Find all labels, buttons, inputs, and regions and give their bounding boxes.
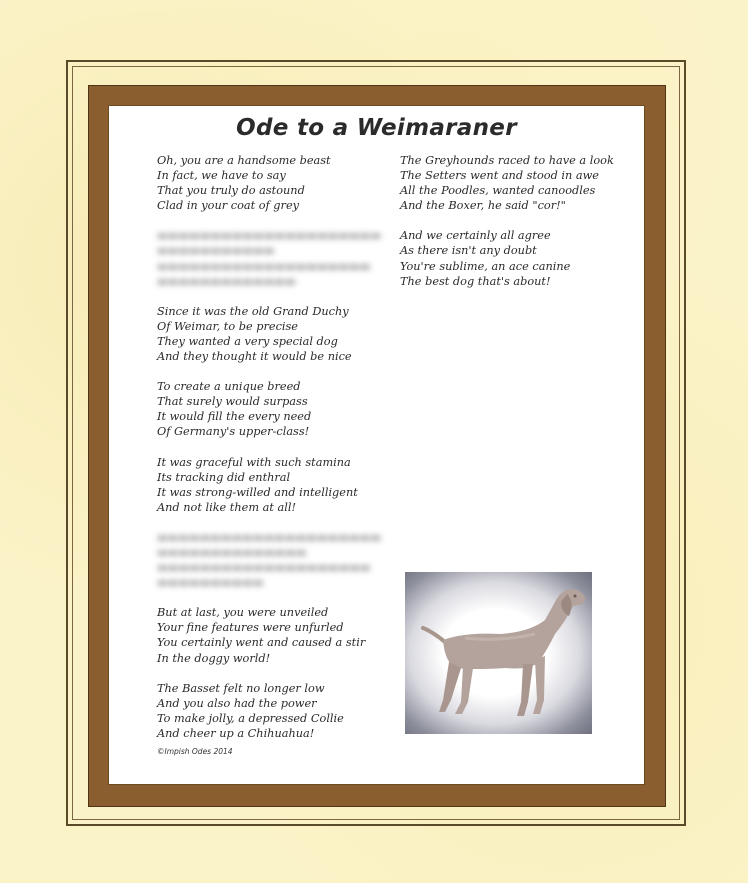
poem-line: And they thought it would be nice — [157, 350, 352, 364]
poem-line: It would fill the every need — [157, 410, 312, 424]
poem-line: And the Boxer, he said "cor!" — [400, 199, 566, 213]
stanza — [157, 455, 397, 515]
poem-line: Its tracking did enthral — [157, 470, 291, 484]
blurred-stanza — [157, 530, 397, 590]
copyright-notice: ©Impish Odes 2014 — [157, 747, 233, 756]
poem-line: The Greyhounds raced to have a look — [400, 154, 614, 167]
poem-line: The Basset felt no longer low — [157, 681, 325, 695]
poem-line: They wanted a very special dog — [157, 334, 338, 348]
poem-line: And not like them at all! — [157, 500, 296, 514]
poem-line: You're sublime, an ace canine — [400, 259, 571, 273]
poem-line: To make jolly, a depressed Collie — [157, 711, 344, 725]
poem-line: It was strong-willed and intelligent — [157, 485, 358, 499]
poem-line: Since it was the old Grand Duchy — [157, 304, 349, 318]
poem-line: But at last, you were unveiled — [157, 606, 329, 620]
blurred-line: ▬▬▬▬▬▬▬▬▬▬ — [157, 576, 264, 590]
dog-illustration — [405, 572, 592, 734]
stanza — [157, 153, 397, 213]
poem-line: That you truly do astound — [157, 184, 305, 198]
blurred-line: ▬▬▬▬▬▬▬▬▬▬▬▬▬▬▬▬▬▬▬▬▬ — [157, 530, 382, 544]
blurred-stanza — [157, 228, 397, 288]
poem-right-column — [400, 153, 640, 304]
blurred-line: ▬▬▬▬▬▬▬▬▬▬▬▬▬▬▬▬▬▬▬▬▬ — [157, 229, 382, 243]
poem-line: You certainly went and caused a stir — [157, 636, 366, 650]
poem-line: And cheer up a Chihuahua! — [157, 726, 315, 740]
poem-line: Your fine features were unfurled — [157, 621, 344, 635]
poem-line: And you also had the power — [157, 696, 317, 710]
poem-line: In fact, we have to say — [157, 169, 286, 183]
stanza — [157, 304, 397, 364]
stanza — [400, 153, 640, 213]
blurred-line: ▬▬▬▬▬▬▬▬▬▬▬ — [157, 244, 275, 258]
poem-line: As there isn't any doubt — [400, 244, 537, 258]
poem-sheet — [108, 105, 645, 785]
poem-line: Oh, you are a handsome beast — [157, 154, 331, 167]
poem-left-column — [157, 153, 397, 756]
blurred-line: ▬▬▬▬▬▬▬▬▬▬▬▬▬ — [157, 274, 296, 288]
poem-line: To create a unique breed — [157, 380, 301, 394]
blurred-line: ▬▬▬▬▬▬▬▬▬▬▬▬▬▬▬▬▬▬▬▬ — [157, 561, 371, 575]
stanza — [157, 681, 397, 741]
poem-line: Clad in your coat of grey — [157, 199, 300, 213]
stanza — [400, 228, 640, 288]
poem-line: The best dog that's about! — [400, 274, 551, 288]
poem-line: Of Weimar, to be precise — [157, 319, 298, 333]
poem-line: In the doggy world! — [157, 651, 271, 665]
poem-line: It was graceful with such stamina — [157, 455, 351, 469]
blurred-line: ▬▬▬▬▬▬▬▬▬▬▬▬▬▬ — [157, 545, 307, 559]
stanza — [157, 379, 397, 439]
poem-line: And we certainly all agree — [400, 229, 551, 243]
poem-line: Of Germany's upper-class! — [157, 425, 310, 439]
poem-line: All the Poodles, wanted canoodles — [400, 184, 596, 198]
poem-title: Ode to a Weimaraner — [236, 115, 517, 141]
poem-line: That surely would surpass — [157, 395, 308, 409]
blurred-line: ▬▬▬▬▬▬▬▬▬▬▬▬▬▬▬▬▬▬▬▬ — [157, 259, 371, 273]
weimaraner-photo — [405, 572, 592, 734]
poem-line: The Setters went and stood in awe — [400, 169, 599, 183]
stanza — [157, 605, 397, 665]
